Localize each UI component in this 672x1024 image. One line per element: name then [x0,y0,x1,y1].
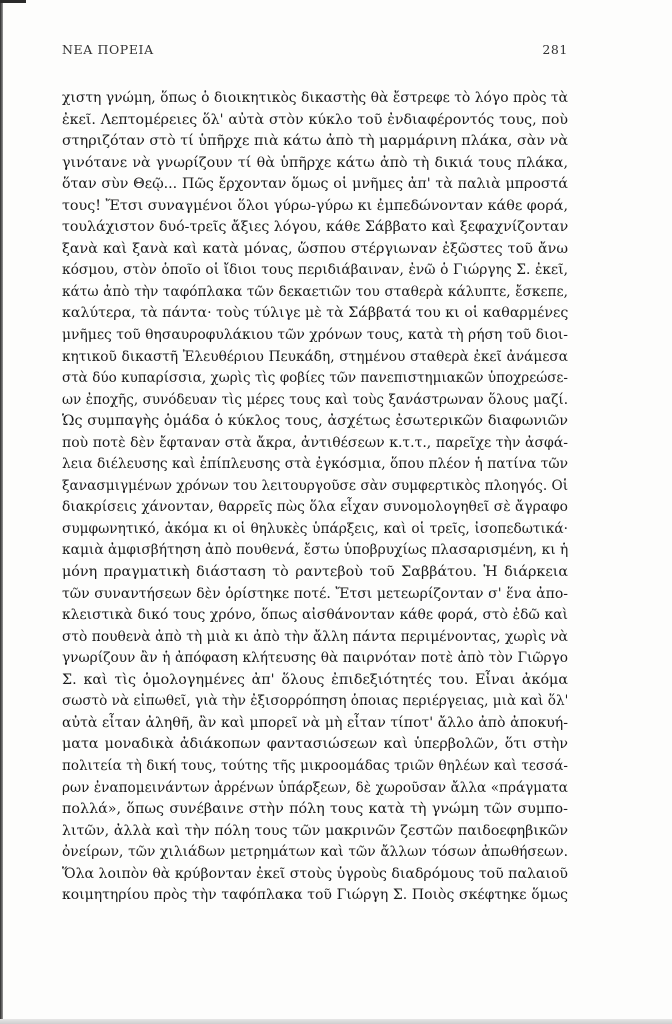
text-line: ρων ἐναπομεινάντων ἀρρένων ὑπάρξεων, δὲ χωροῦσαν ἄλλα «πράγματα [62,779,568,796]
text-line: μόνη πραγματικὴ διάσταση τὸ ραντεβοὺ τοῦ Σαββάτου. Ἡ διάρκεια [62,564,568,581]
page-bottom-edge [0,1019,672,1024]
text-line: κάτω ἀπὸ τὴν ταφόπλακα τῶν δεκαετιῶν του σταθερὰ κάλυπτε, ἔσκεπε, [62,283,568,300]
text-line: κητικοῦ δικαστῆ Ἐλευθέριου Πευκάδη, στημένου σταθερὰ ἐκεῖ ἀνάμεσα [62,348,568,365]
body-text [62,88,568,907]
text-line: γινότανε νὰ γνωρίζουν τί θὰ ὑπῆρχε κάτω ἀπὸ τὴ δικιά τους πλάκα, [62,154,568,171]
text-line: καμιὰ ἀμφισβήτηση ἀπὸ πουθενά, ἔστω ὑποβρυχίως πλασαρισμένη, κι ἡ [62,542,568,559]
text-line: τους! Ἔτσι συναγμένοι ὅλοι γύρω-γύρω κι ἐμπεδώνονταν κάθε φορά, [62,197,568,214]
text-line: κλειστικὰ δικό τους χρόνο, ὅπως αἰσθάνονταν κάθε φορά, στὸ ἐδῶ καὶ [62,607,568,624]
text-line: ξανὰ καὶ ξανὰ καὶ κατὰ μόνας, ὥσπου στέργιωναν ἐξῶστες τοῦ ἄνω [62,240,568,257]
text-line: στὸ πουθενὰ ἀπὸ τὴ μιὰ κι ἀπὸ τὴν ἄλλη πάντα περιμένοντας, χωρὶς νὰ [62,628,568,645]
text-line: κόσμου, στὸν ὁποῖο οἱ ἴδιοι τους περιδιάβαιναν, ἐνῶ ὁ Γιώργης Σ. ἐκεῖ, [62,262,568,279]
text-line: λιτῶν, ἀλλὰ καὶ τὴν πόλη τους τῶν μακρινῶν ζεστῶν παιδοεφηβικῶν [62,822,568,839]
text-line: αὐτὰ εἶταν ἀληθῆ, ἂν καὶ μπορεῖ νὰ μὴ εἶταν τίποτ' ἄλλο ἀπὸ ἀποκυή- [62,714,568,731]
binding-edge-shadow [0,0,3,1024]
text-line: πολλά», ὅπως συνέβαινε στὴν πόλη τους κατὰ τὴ γνώμη τῶν συμπο- [62,801,568,818]
text-line: ματα μοναδικὰ ἀδιάκοπων φαντασιώσεων καὶ ὑπερβολῶν, ὅτι στὴν [62,736,568,753]
running-title: ΝΕΑ ΠΟΡΕΙΑ [62,42,154,57]
text-line: συμφωνητικό, ἀκόμα κι οἱ θηλυκὲς ὑπάρξεις, καὶ οἱ τρεῖς, ἰσοπεδωτικά· [62,520,568,537]
text-line: τουλάχιστον δυό-τρεῖς ἄξιες λόγου, κάθε Σάββατο καὶ ξεφαχνίζονταν [62,219,568,236]
text-line: καλύτερα, τὰ πάντα· τοὺς τύλιγε μὲ τὰ Σάββατά του κι οἱ καθαρμένες [62,305,568,322]
running-head [62,42,568,62]
text-line: χιστη γνώμη, ὅπως ὁ διοικητικὸς δικαστὴς θὰ ἔστρεφε τὸ λόγο πρὸς τὰ [62,90,568,106]
text-line: μνῆμες τοῦ θησαυροφυλάκιου τῶν χρόνων τους, κατὰ τὴ ρήση τοῦ διοι- [62,327,568,344]
text-line: διακρίσεις χάνονταν, θαρρεῖς πὼς ὅλα εἶχαν συνομολογηθεῖ σὲ ἄγραφο [62,499,568,516]
text-line: σωστὸ νὰ εἰπωθεῖ, γιὰ τὴν ἐξισορρόπηση ὁποιας περιέργειας, μιὰ καὶ ὅλ' [62,693,568,710]
page-corner-mark [0,0,26,3]
text-line: τῶν συναντήσεων δὲν ὁρίστηκε ποτέ. Ἔτσι μετεωρίζονταν σ' ἕνα ἀπο- [62,585,568,602]
text-line: στηριζόταν στὸ τί ὑπῆρχε πιὰ κάτω ἀπὸ τὴ μαρμάρινη πλάκα, σὰν νὰ [62,133,568,150]
text-line: ξανασμιγμένων χρόνων του λειτουργοῦσε σὰν συμφερτικὸς πλοηγός. Οἱ [62,477,568,494]
text-line: ὅταν σὺν Θεῷ... Πῶς ἔρχονταν ὅμως οἱ μνῆμες ἀπ' τὰ παλιὰ μπροστά [62,176,568,193]
page-number: 281 [542,42,568,57]
text-line: στὰ δύο κυπαρίσσια, χωρὶς τὶς φοβίες τῶν πανεπιστημιακῶν ὑποχρεώσε- [62,370,568,387]
text-line: ποὺ ποτὲ δὲν ἔφταναν στὰ ἄκρα, ἀντιθέσεων κ.τ.τ., παρεῖχε τὴν ἀσφά- [62,434,568,451]
text-line: ἐκεῖ. Λεπτομέρειες ὅλ' αὐτὰ στὸν κύκλο τοῦ ἐνδιαφέροντός τους, ποὺ [62,111,568,128]
text-line: Ὅλα λοιπὸν θὰ κρύβονταν ἐκεῖ στοὺς ὑγροὺς διαδρόμους τοῦ παλαιοῦ [62,865,568,882]
text-line: ων ἐποχῆς, συνόδευαν τὶς μέρες τους καὶ τοὺς ξανάστρωναν ὅλους μαζί. [62,391,568,408]
text-line: Σ. καὶ τὶς ὁμολογημένες ἀπ' ὅλους ἐπιδεξιότητές του. Εἶναι ἀκόμα [62,671,568,688]
text-line: Ὡς συμπαγὴς ὁμάδα ὁ κύκλος τους, ἀσχέτως ἐσωτερικῶν διαφωνιῶν [62,413,568,430]
text-line: λεια διέλευσης καὶ ἐπίπλευσης στὰ ἐγκόσμια, ὅπου πλέον ἡ πατίνα τῶν [62,456,568,473]
text-line: ὀνείρων, τῶν χιλιάδων μετρημάτων καὶ τῶν ἄλλων τόσων ἀπωθήσεων. [62,844,568,861]
text-line: κοιμητηρίου πρὸς τὴν ταφόπλακα τοῦ Γιώργη Σ. Ποιὸς σκέφτηκε ὅμως [62,887,568,904]
text-line: γνωρίζουν ἂν ἡ ἀπόφαση κλήτευσης θὰ παιρνόταν ποτὲ ἀπὸ τὸν Γιῶργο [62,650,568,667]
text-line: πολιτεία τὴ δική τους, τούτης τῆς μικροομάδας τριῶν θηλέων καὶ τεσσά- [62,757,568,774]
